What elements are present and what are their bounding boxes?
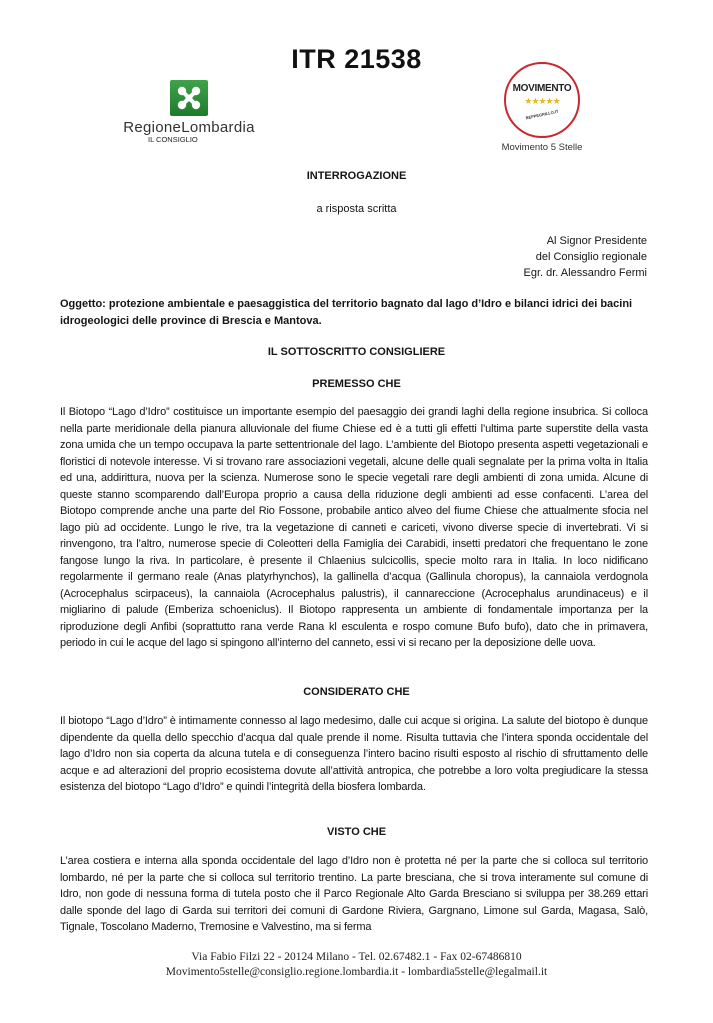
addressee-line: del Consiglio regionale [535,251,647,263]
footer-address: Via Fabio Filzi 22 - 20124 Milano - Tel. 02.67482.1 - Fax 02-67486810 [191,951,522,963]
section-body-visto: L’area costiera e interna alla sponda occidentale del lago d’Idro non è protetta né per la parte che si colloca sul territorio lombardo, né per la parte che si colloca sul territorio trentino. La parte bresciana, che si trova interamente sul comune di Idro, non gode di nessuna forma di tutela posto che il Parco Regionale Alto Garda Bresciano si sviluppa per 38.269 ettari dalle sponde del lago di Garda sui territori dei comuni di Gardone Riviera, Gargnano, Limone sul Garda, Magasa, Salò, Tignale, Toscolano Maderno, Tremosine e Valvestino, ma si ferma [60,855,648,933]
footer-emails: Movimento5stelle@consiglio.regione.lombardia.it - lombardia5stelle@legalmail.it [165,966,548,978]
movimento-5-stelle-logo-icon [504,62,580,138]
subject-line: Oggetto: protezione ambientale e paesaggistica del territorio bagnato dal lago d’Idro e bilanci idrici dei bacini idrogeologici delle province di Brescia e Mantova. [60,298,633,327]
m5s-logo-url: BEPPEGRILLO.IT [525,108,559,121]
section-heading-premesso: PREMESSO CHE [312,378,401,390]
document-number: ITR 21538 [291,44,422,74]
section-heading-visto: VISTO CHE [326,826,387,838]
addressee-line: Al Signor Presidente [546,235,647,247]
regione-lombardia-rosa-camuna-icon [170,80,208,116]
regione-lombardia-subtitle: IL CONSIGLIO [148,135,198,144]
regione-lombardia-logo [118,80,260,144]
document-type: INTERROGAZIONE [306,170,407,182]
addressee-block [524,233,648,281]
document-subtype: a risposta scritta [316,203,397,215]
section-body-premesso: Il Biotopo “Lago d’Idro” costituisce un importante esempio del paesaggio dei grandi laghi della regione insubrica. Si colloca nella parte meridionale della pianura alluvionale del fiume Chiese ed è a tutti gli effetti l’ultima parte superstite della vasta zona umida che un tempo occupava la parte settentrionale del lago. L’ambiente del Biotopo presenta aspetti vegetazionali e floristici di notevole interesse. Vi si trovano rare associazioni vegetali, alcune delle quali segnalate per la prima volta in Italia ed una, addirittura, nuova per la scienza. Numerose sono le specie vegetali rare degli ambienti di zona umida. Alcune di queste stanno scomparendo dall’Europa proprio a causa della riduzione degli ambienti ad esse confacenti. L’area del Biotopo comprende anche una parte del Rio Fossone, probabile antico alveo del fiume Chiese che attualmente sfocia nel lago più ad occidente. Lungo le rive, tra la vegetazione di canneti e cariceti, vivono diverse specie di invertebrati. Vi si rinvengono, tra l’altro, numerose specie di Coleotteri della Famiglia dei Carabidi, insetti predatori che frequentano le zone fangose lungo la riva. In particolare, è presente il Chlaenius sulcicollis, specie molto rara in Italia. In loco nidificano regolarmente il germano reale (Anas platyrhynchos), la gallinella d’acqua (Gallinula choropus), la cannaiola verdognola (Acrocephalus scirpaceus), la cannaiola (Acrocephalus palustris), il cannareccione (Acrocephalus arundinaceus) e il migliarino di palude (Emberiza schoeniclus). Il Biotopo rappresenta un ambiente di fondamentale importanza per la riproduzione degli Anfibi (soprattutto rana verde Rana kl esculenta e rospo comune Bufo bufo), dato che in primavera, periodo in cui le acque del lago si spingono all’interno del canneto, essi vi si recano per la deposizione delle uova. [60,406,648,649]
m5s-logo-word: MOVIMENTO [512,83,572,94]
star-icon: ★★★★★ [524,96,560,106]
addressee-line: Egr. dr. Alessandro Fermi [523,267,647,279]
footer-contacts [0,950,713,980]
section-body-considerato: Il biotopo “Lago d’Idro” è intimamente connesso al lago medesimo, dalle cui acque si origina. La salute del biotopo è dunque dipendente da quella dello specchio d’acqua dal quale prende il nome. Risulta tuttavia che l’intera sponda occidentale del lago d’Idro non sia coperta da alcuna tutela e di conseguenza l’intero bacino risulti esposto al rischio di sfruttamento delle acque e ad alterazioni del proprio ecosistema dovute all’attività antropica, che potrebbe a loro volta pregiudicare la stessa esistenza del biotopo “Lago d’Idro” e quindi l’integrità della biosfera lombarda. [60,715,648,793]
m5s-caption: Movimento 5 Stelle [501,142,583,153]
signatory-heading: IL SOTTOSCRITTO CONSIGLIERE [267,346,446,358]
section-heading-considerato: CONSIDERATO CHE [303,686,410,698]
movimento-5-stelle-logo [478,62,606,153]
regione-lombardia-name: RegioneLombardia [123,119,255,136]
